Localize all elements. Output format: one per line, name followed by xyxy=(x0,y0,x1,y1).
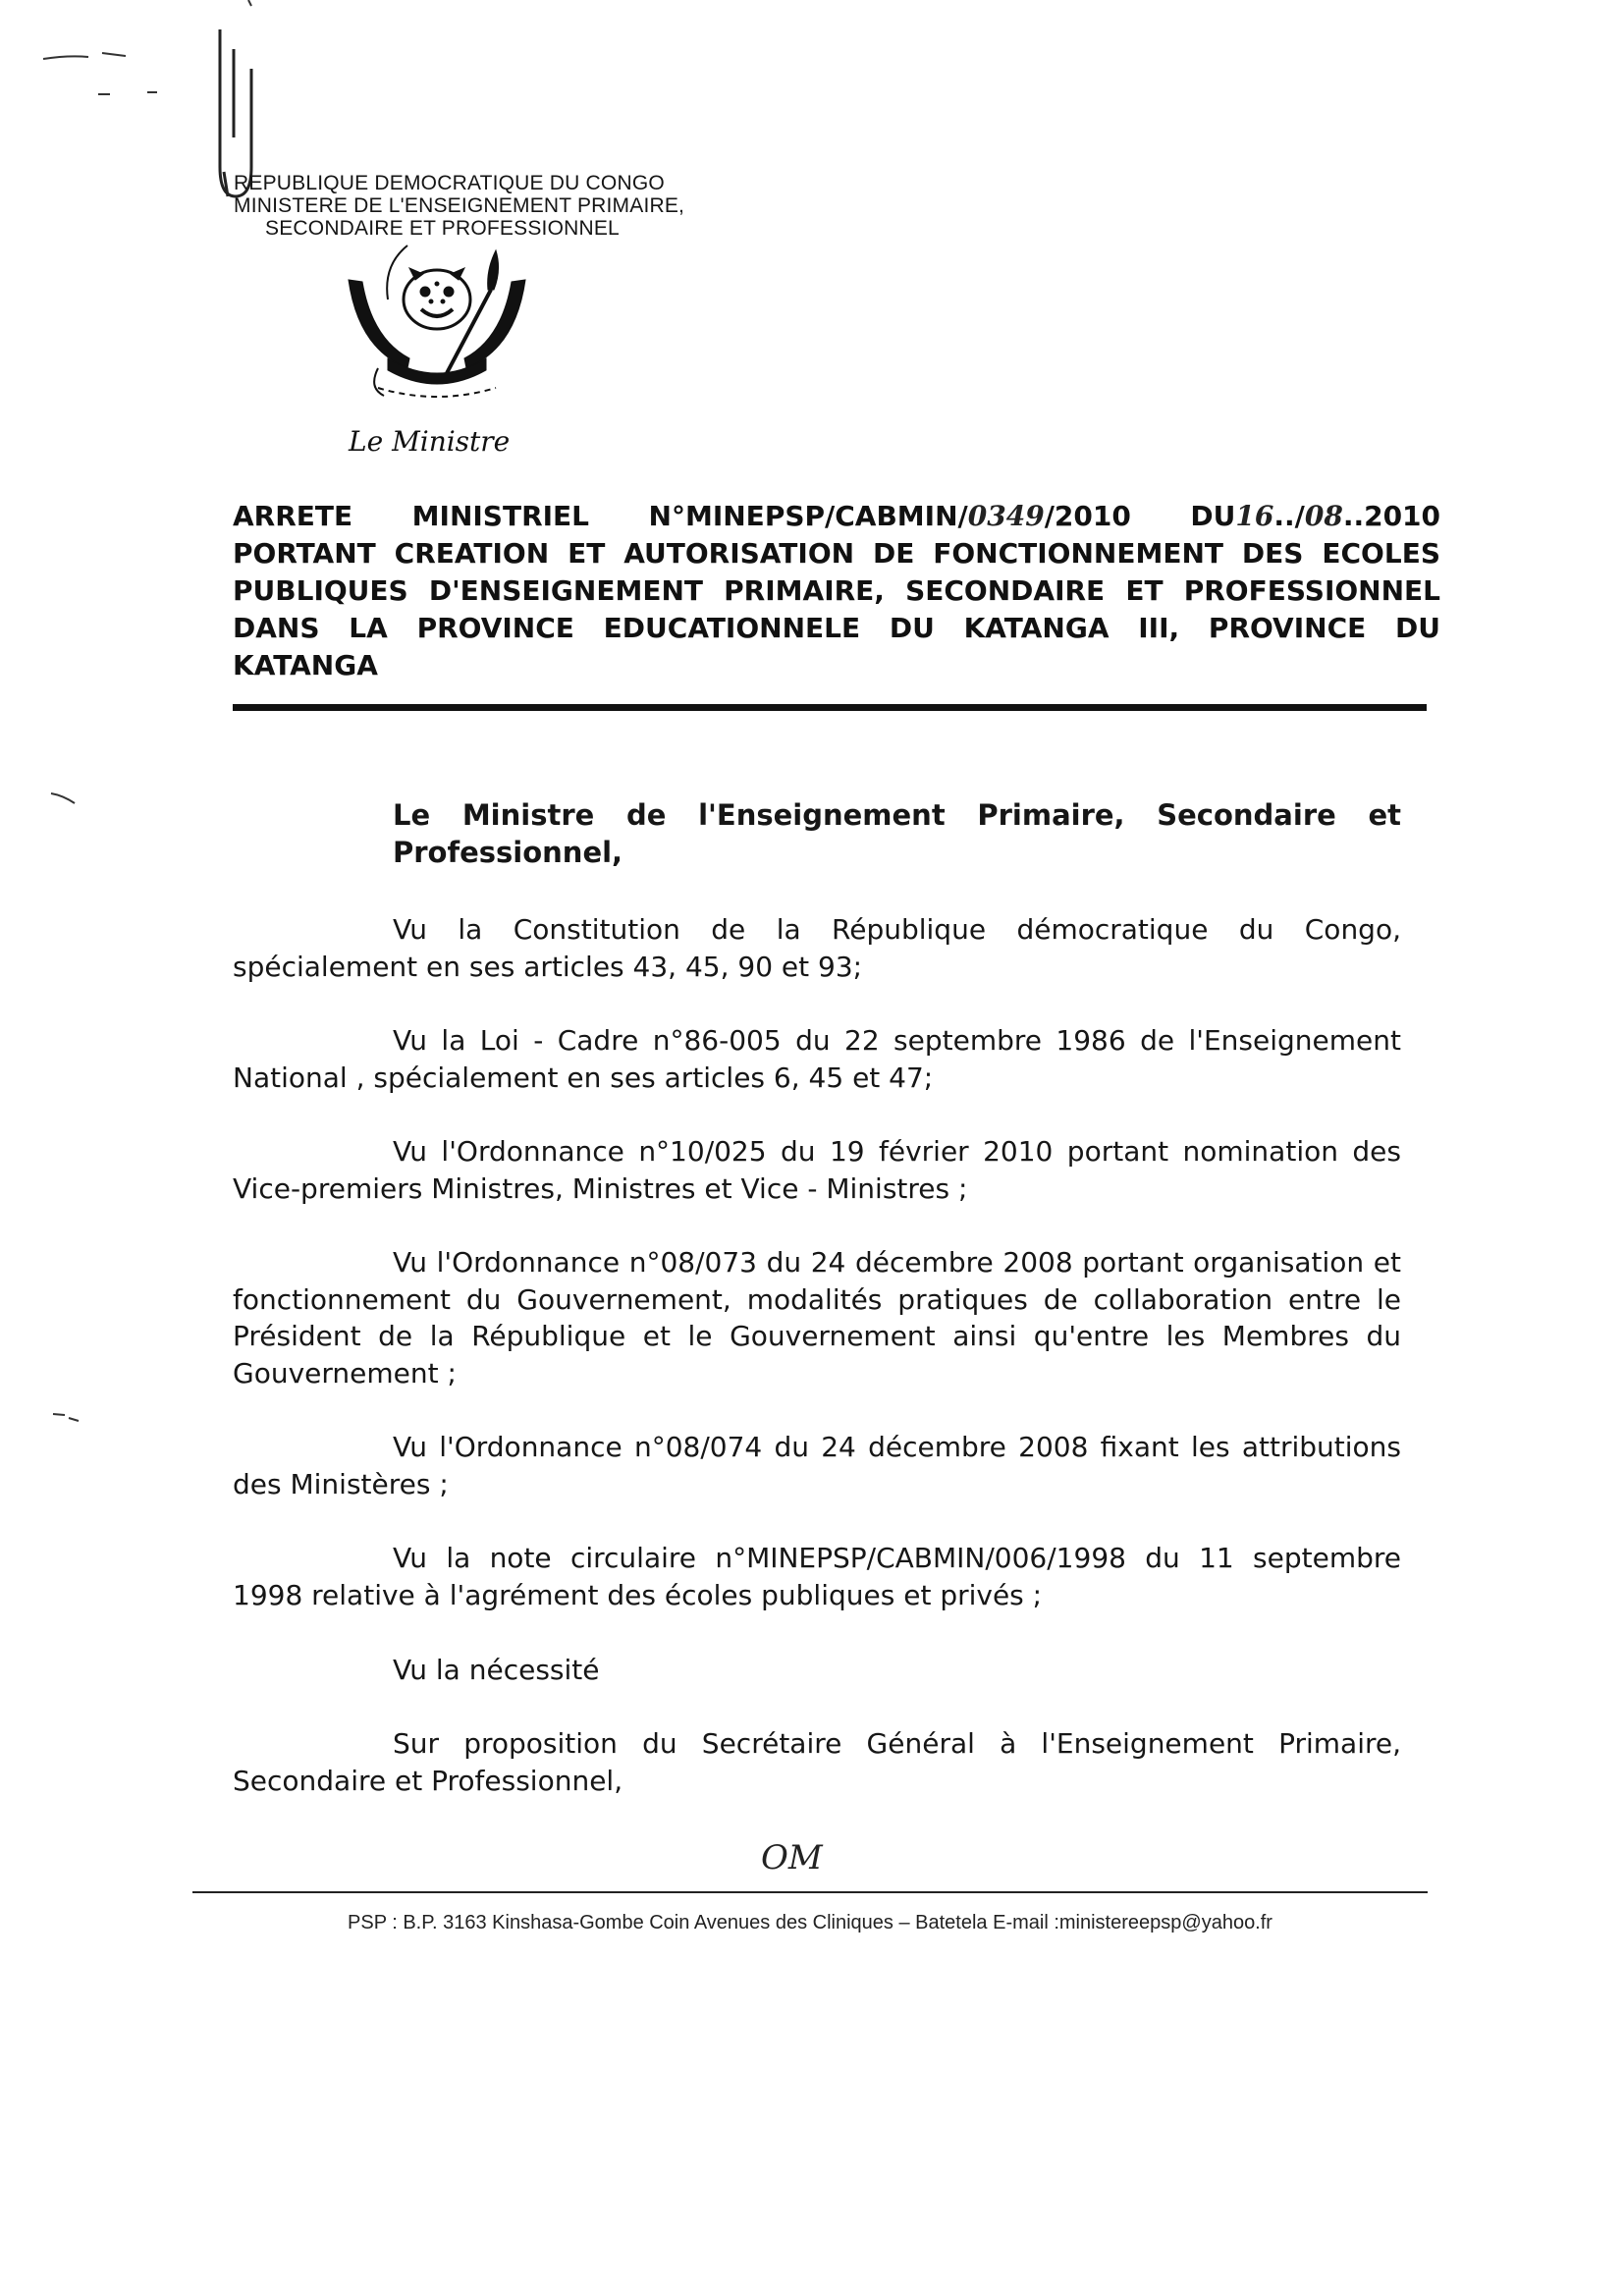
header-ministry: MINISTERE DE L'ENSEIGNEMENT PRIMAIRE, xyxy=(234,194,685,217)
handwritten-initials: OM xyxy=(761,1838,823,1878)
coat-of-arms-icon xyxy=(339,241,535,408)
footer-address: PSP : B.P. 3163 Kinshasa-Gombe Coin Avenues des Cliniques – Batetela E-mail :ministereepsp@yahoo.fr xyxy=(348,1912,1272,1933)
title-line-2: PORTANT CREATION ET AUTORISATION DE FONCTIONNEMENT DES ECOLES xyxy=(233,537,1440,570)
considerant-proposition: Sur proposition du Secrétaire Général à l'Enseignement Primaire, Secondaire et Professionnel, xyxy=(233,1727,1401,1797)
header-republic: REPUBLIQUE DEMOCRATIQUE DU CONGO xyxy=(234,172,665,194)
considerant-note-circulaire: Vu la note circulaire n°MINEPSP/CABMIN/006/1998 du 11 septembre 1998 relative à l'agrément des écoles publiques et privés ; xyxy=(233,1542,1401,1611)
title-line-4: DANS LA PROVINCE EDUCATIONNELE DU KATANGA III, PROVINCE DU xyxy=(233,612,1440,644)
title-line-1: ARRETE MINISTRIEL N°MINEPSP/CABMIN/0349/2010 DU16../08..2010 xyxy=(233,500,1441,532)
footer-divider xyxy=(192,1891,1428,1893)
considerant-ordonnance-organisation: Vu l'Ordonnance n°08/073 du 24 décembre 2008 portant organisation et fonctionnement du Gouvernement, modalités pratiques de collaboration entre le Président de la République et le Gouvernement ainsi qu'entre les Membres du Gouvernement ; xyxy=(233,1246,1401,1389)
title-line-3: PUBLIQUES D'ENSEIGNEMENT PRIMAIRE, SECONDAIRE ET PROFESSIONNEL xyxy=(233,574,1440,607)
title-divider xyxy=(233,704,1427,711)
title-line-5: KATANGA xyxy=(233,649,378,681)
considerant-loi-cadre: Vu la Loi - Cadre n°86-005 du 22 septembre 1986 de l'Enseignement National , spécialement en ses articles 6, 45 et 47; xyxy=(233,1024,1401,1094)
considerant-constitution: Vu la Constitution de la République démocratique du Congo, spécialement en ses articles 43, 45, 90 et 93; xyxy=(233,913,1401,983)
preamble-lead: Le Ministre de l'Enseignement Primaire, Secondaire et Professionnel, xyxy=(393,798,1401,869)
considerant-ordonnance-attributions: Vu l'Ordonnance n°08/074 du 24 décembre 2008 fixant les attributions des Ministères ; xyxy=(233,1431,1401,1500)
decree-title xyxy=(233,498,1440,684)
header-ministry-cont: SECONDAIRE ET PROFESSIONNEL xyxy=(265,217,620,240)
handwritten-number: 0349 xyxy=(967,500,1045,532)
considerant-ordonnance-nomination: Vu l'Ordonnance n°10/025 du 19 février 2010 portant nomination des Vice-premiers Ministres, Ministres et Vice - Ministres ; xyxy=(233,1135,1401,1205)
considerant-necessite: Vu la nécessité xyxy=(393,1654,600,1686)
signatory-heading: Le Ministre xyxy=(349,425,511,458)
handwritten-day: 16 xyxy=(1235,500,1274,532)
handwritten-month: 08 xyxy=(1304,500,1343,532)
